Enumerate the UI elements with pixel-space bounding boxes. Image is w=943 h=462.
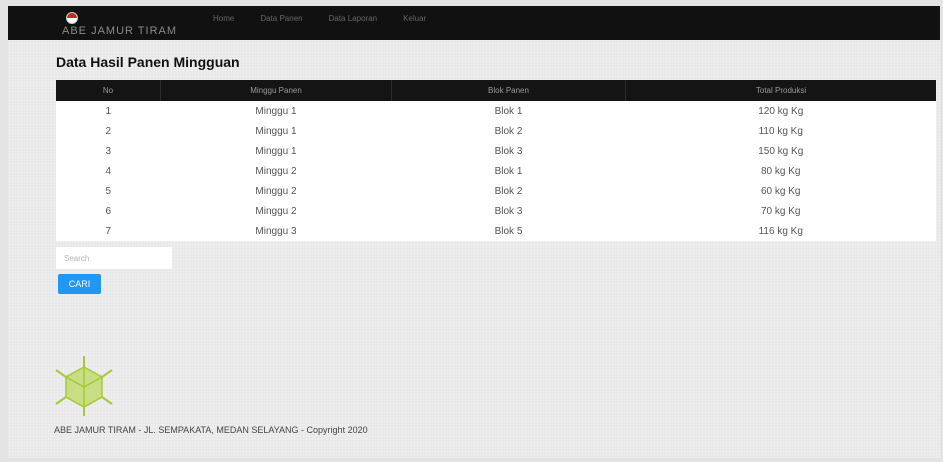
cell-no: 6 <box>105 205 112 217</box>
nav-data-panen[interactable]: Data Panen <box>260 14 303 23</box>
nav-links <box>213 14 452 23</box>
navbar <box>8 6 940 40</box>
cell-total: 80 kg Kg <box>761 165 801 177</box>
cell-total: 110 kg Kg <box>758 125 803 137</box>
cell-no: 3 <box>105 145 112 157</box>
harvest-table <box>56 80 936 241</box>
cell-minggu: Minggu 2 <box>255 205 297 217</box>
cell-no: 5 <box>105 185 112 197</box>
brand-name[interactable]: ABE JAMUR TIRAM <box>62 25 178 37</box>
cell-minggu: Minggu 2 <box>255 165 297 177</box>
page-title: Data Hasil Panen Mingguan <box>56 54 240 70</box>
cell-total: 60 kg Kg <box>761 185 801 197</box>
cell-no: 4 <box>105 165 112 177</box>
cell-minggu: Minggu 3 <box>255 225 297 237</box>
table-header-row <box>56 80 936 101</box>
cell-blok: Blok 3 <box>494 205 523 217</box>
cell-blok: Blok 1 <box>494 165 523 177</box>
cari-button[interactable]: CARI <box>58 274 101 294</box>
nav-keluar[interactable]: Keluar <box>403 14 427 23</box>
table-row <box>56 221 936 241</box>
cell-total: 120 kg Kg <box>758 105 804 117</box>
col-header-no: No <box>56 80 161 101</box>
table-row <box>56 121 936 141</box>
page <box>8 6 940 458</box>
table-row <box>56 181 936 201</box>
cell-total: 116 kg Kg <box>758 225 803 237</box>
col-header-total: Total Produksi <box>626 80 937 101</box>
cell-no: 2 <box>105 125 112 137</box>
table-row <box>56 201 936 221</box>
cell-blok: Blok 1 <box>494 105 523 117</box>
cell-total: 150 kg Kg <box>758 145 804 157</box>
cell-blok: Blok 2 <box>494 125 523 137</box>
nav-home[interactable]: Home <box>213 14 235 23</box>
cell-blok: Blok 5 <box>494 225 523 237</box>
cell-minggu: Minggu 2 <box>255 185 297 197</box>
table-row <box>56 141 936 161</box>
search-input[interactable] <box>56 247 172 269</box>
brand-logo-icon[interactable] <box>66 12 78 24</box>
table-row <box>56 101 936 121</box>
cell-minggu: Minggu 1 <box>255 105 297 117</box>
footer-text: ABE JAMUR TIRAM - JL. SEMPAKATA, MEDAN SELAYANG - Copyright 2020 <box>54 425 368 435</box>
cell-minggu: Minggu 1 <box>255 145 297 157</box>
col-header-blok: Blok Panen <box>392 80 626 101</box>
mushroom-logo-icon <box>52 353 116 422</box>
nav-data-laporan[interactable]: Data Laporan <box>328 14 378 23</box>
col-header-minggu: Minggu Panen <box>161 80 392 101</box>
cell-blok: Blok 2 <box>494 185 523 197</box>
cell-no: 7 <box>105 225 112 237</box>
cell-minggu: Minggu 1 <box>255 125 297 137</box>
cell-no: 1 <box>105 105 112 117</box>
cell-total: 70 kg Kg <box>761 205 801 217</box>
table-row <box>56 161 936 181</box>
cell-blok: Blok 3 <box>494 145 523 157</box>
